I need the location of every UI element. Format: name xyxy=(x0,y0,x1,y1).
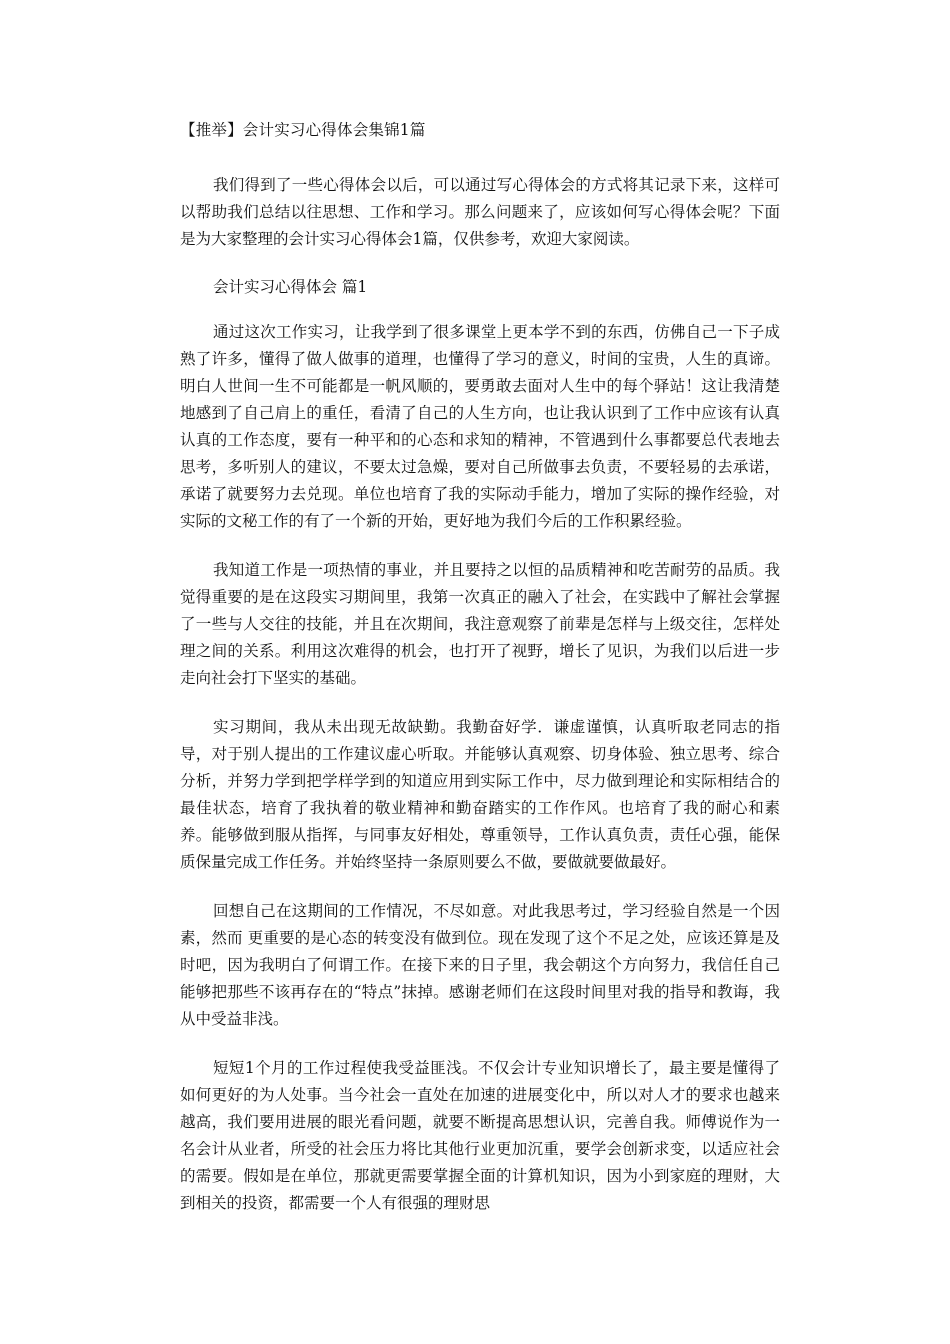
document-page xyxy=(180,118,780,1217)
body-paragraph-1: 通过这次工作实习，让我学到了很多课堂上更本学不到的东西，仿佛自己一下子成熟了许多，懂得了做人做事的道理，也懂得了学习的意义，时间的宝贵，人生的真谛。明白人世间一生不可能都是一帆风顺的，要勇敢去面对人生中的每个驿站！这让我清楚地感到了自己肩上的重任，看清了自己的人生方向，也让我认识到了工作中应该有认真认真的工作态度，要有一种平和的心态和求知的精神，不管遇到什么事都要总代表地去思考，多听别人的建议，不要太过急燥，要对自己所做事去负责，不要轻易的去承诺，承诺了就要努力去兑现。单位也培育了我的实际动手能力，增加了实际的操作经验，对实际的文秘工作的有了一个新的开始，更好地为我们今后的工作积累经验。 xyxy=(180,323,780,530)
section-subtitle: 会计实习心得体会 篇1 xyxy=(213,278,368,296)
body-paragraph-4: 回想自己在这期间的工作情况，不尽如意。对此我思考过，学习经验自然是一个因素，然而 更重要的是心态的转变没有做到位。现在发现了这个不足之处，应该还算是及时吧，因为我明白了何谓工作。在接下来的日子里，我会朝这个方向努力，我信任自己能够把那些不该再存在的“特点”抹掉。感谢老师们在这段时间里对我的指导和教诲，我从中受益非浅。 xyxy=(180,902,780,1028)
intro-paragraph: 我们得到了一些心得体会以后，可以通过写心得体会的方式将其记录下来，这样可以帮助我们总结以往思想、工作和学习。那么问题来了，应该如何写心得体会呢？下面是为大家整理的会计实习心得体会1篇，仅供参考，欢迎大家阅读。 xyxy=(180,176,780,248)
body-paragraph-2: 我知道工作是一项热情的事业，并且要持之以恒的品质精神和吃苦耐劳的品质。我觉得重要的是在这段实习期间里，我第一次真正的融入了社会，在实践中了解社会掌握了一些与人交往的技能，并且在次期间，我注意观察了前辈是怎样与上级交往，怎样处理之间的关系。利用这次难得的机会，也打开了视野，增长了见识，为我们以后进一步走向社会打下坚实的基础。 xyxy=(180,561,780,687)
body-paragraph-3: 实习期间，我从未出现无故缺勤。我勤奋好学．谦虚谨慎，认真听取老同志的指导，对于别人提出的工作建议虚心听取。并能够认真观察、切身体验、独立思考、综合分析，并努力学到把学样学到的知道应用到实际工作中，尽力做到理论和实际相结合的最佳状态，培育了我执着的敬业精神和勤奋踏实的工作作风。也培育了我的耐心和素养。能够做到服从指挥，与同事友好相处，尊重领导，工作认真负责，责任心强，能保质保量完成工作任务。并始终坚持一条原则要么不做，要做就要做最好。 xyxy=(180,718,780,871)
body-paragraph-5: 短短1个月的工作过程使我受益匪浅。不仅会计专业知识增长了，最主要是懂得了如何更好的为人处事。当今社会一直处在加速的进展变化中，所以对人才的要求也越来越高，我们要用进展的眼光看问题，就要不断提高思想认识，完善自我。师傅说作为一名会计从业者，所受的社会压力将比其他行业更加沉重，要学会创新求变，以适应社会的需要。假如是在单位，那就更需要掌握全面的计算机知识，因为小到家庭的理财，大到相关的投资，都需要一个人有很强的理财思 xyxy=(180,1059,780,1212)
document-title: 【推举】会计实习心得体会集锦1篇 xyxy=(180,121,426,139)
